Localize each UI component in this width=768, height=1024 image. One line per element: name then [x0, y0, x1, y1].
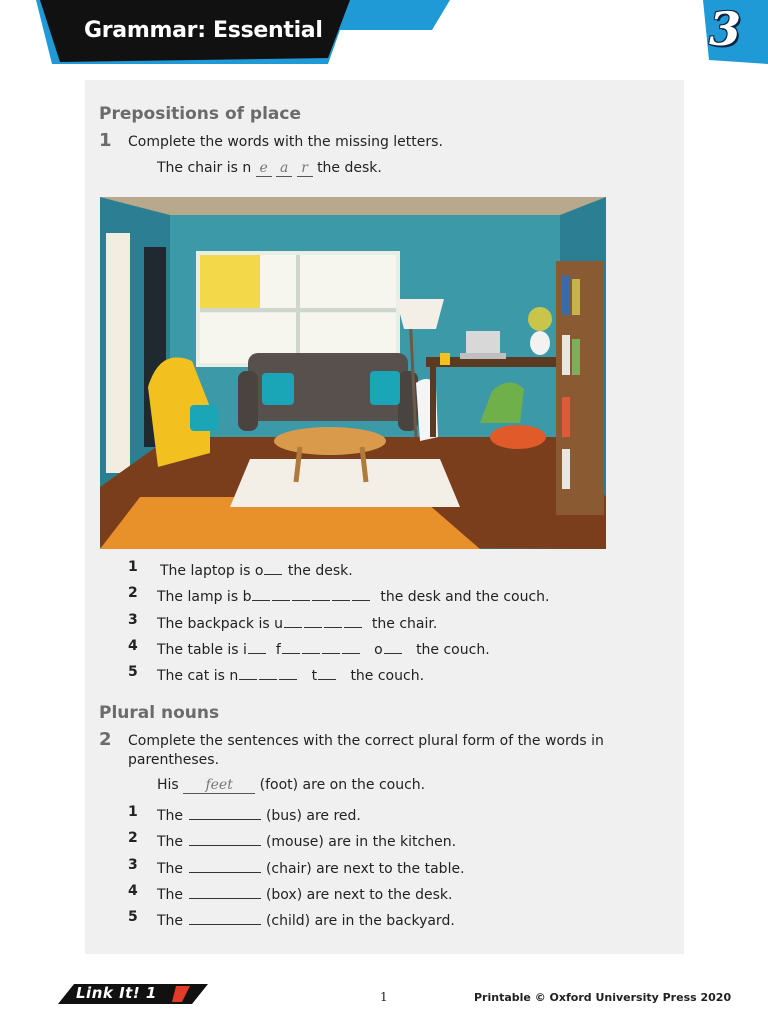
- item-text: The cat is n: [157, 668, 239, 684]
- answer-blank[interactable]: [344, 612, 362, 628]
- answer-blank[interactable]: [302, 638, 320, 654]
- living-room-illustration: [100, 197, 606, 549]
- answer-blank[interactable]: [279, 664, 297, 680]
- answer-letter: e: [256, 160, 272, 177]
- answer-blank[interactable]: [312, 585, 330, 601]
- answer-letter: r: [297, 160, 313, 177]
- item-text: the chair.: [371, 616, 438, 632]
- item-text: (child) are in the backyard.: [265, 913, 455, 929]
- item-number: 1: [128, 804, 138, 820]
- exercise-number: 2: [99, 729, 112, 750]
- answer-blank[interactable]: [189, 804, 261, 820]
- item-text: The laptop is o: [160, 563, 264, 579]
- example-answer: feet: [183, 777, 255, 794]
- page-title: Grammar: Essential: [84, 18, 323, 43]
- answer-blank[interactable]: [292, 585, 310, 601]
- answer-blank[interactable]: [352, 585, 370, 601]
- item-text: (chair) are next to the table.: [265, 861, 465, 877]
- item-number: 2: [128, 830, 138, 846]
- answer-blank[interactable]: [322, 638, 340, 654]
- item-number: 1: [128, 559, 138, 575]
- example-sentence: [157, 160, 382, 177]
- answer-blank[interactable]: [272, 585, 290, 601]
- item-number: 4: [128, 638, 138, 654]
- answer-blank[interactable]: [189, 909, 261, 925]
- answer-blank[interactable]: [284, 612, 302, 628]
- exercise-instruction: Complete the sentences with the correct plural form of the words in parentheses.: [128, 733, 604, 768]
- item-text: The: [157, 887, 184, 903]
- answer-blank[interactable]: [189, 883, 261, 899]
- list-item: [157, 909, 455, 929]
- answer-blank[interactable]: [239, 664, 257, 680]
- item-text: t: [311, 668, 318, 684]
- item-number: 5: [128, 909, 138, 925]
- answer-blank[interactable]: [342, 638, 360, 654]
- answer-blank[interactable]: [384, 638, 402, 654]
- item-text: (bus) are red.: [265, 808, 361, 824]
- list-item: [157, 804, 361, 824]
- answer-letter: a: [276, 160, 292, 177]
- item-number: 2: [128, 585, 138, 601]
- copyright-text: Printable © Oxford University Press 2020: [474, 991, 732, 1004]
- page-number: 1: [380, 990, 388, 1004]
- item-text: (mouse) are in the kitchen.: [265, 834, 457, 850]
- answer-blank[interactable]: [318, 664, 336, 680]
- item-text: the desk and the couch.: [380, 589, 550, 605]
- logo-text: Link It! 1: [76, 984, 157, 1002]
- example-text: the desk.: [317, 160, 382, 176]
- answer-blank[interactable]: [282, 638, 300, 654]
- list-item: [157, 664, 424, 684]
- answer-blank[interactable]: [248, 638, 266, 654]
- section-title-prepositions: Prepositions of place: [99, 104, 302, 124]
- example-text: (foot) are on the couch.: [259, 777, 426, 793]
- example-sentence: [157, 777, 425, 794]
- item-number: 3: [128, 612, 138, 628]
- item-text: o: [374, 642, 383, 658]
- list-item: [157, 585, 550, 605]
- exercise-number: 1: [99, 130, 112, 151]
- answer-blank[interactable]: [252, 585, 270, 601]
- item-text: The: [157, 861, 184, 877]
- list-item: [157, 883, 452, 903]
- item-text: The table is i: [157, 642, 247, 658]
- list-item: [160, 559, 353, 579]
- exercise-instruction: Complete the words with the missing letters.: [128, 134, 443, 150]
- item-text: The: [157, 913, 184, 929]
- section-title-plural-nouns: Plural nouns: [99, 703, 220, 723]
- item-number: 4: [128, 883, 138, 899]
- item-text: The: [157, 834, 184, 850]
- answer-blank[interactable]: [189, 830, 261, 846]
- item-text: The: [157, 808, 184, 824]
- list-item: [157, 830, 456, 850]
- item-text: the couch.: [416, 642, 490, 658]
- item-text: The backpack is u: [157, 616, 283, 632]
- example-text: The chair is n: [157, 160, 252, 176]
- answer-blank[interactable]: [332, 585, 350, 601]
- item-text: the couch.: [350, 668, 425, 684]
- item-text: f: [275, 642, 281, 658]
- answer-blank[interactable]: [189, 857, 261, 873]
- answer-blank[interactable]: [264, 559, 282, 575]
- item-text: The lamp is b: [157, 589, 252, 605]
- item-text: (box) are next to the desk.: [265, 887, 453, 903]
- item-text: the desk.: [287, 563, 353, 579]
- answer-blank[interactable]: [324, 612, 342, 628]
- example-text: His: [157, 777, 179, 793]
- list-item: [157, 857, 465, 877]
- answer-blank[interactable]: [304, 612, 322, 628]
- item-number: 5: [128, 664, 138, 680]
- answer-blank[interactable]: [259, 664, 277, 680]
- list-item: [157, 612, 437, 632]
- item-number: 3: [128, 857, 138, 873]
- unit-number: 3: [708, 2, 741, 56]
- list-item: [157, 638, 490, 658]
